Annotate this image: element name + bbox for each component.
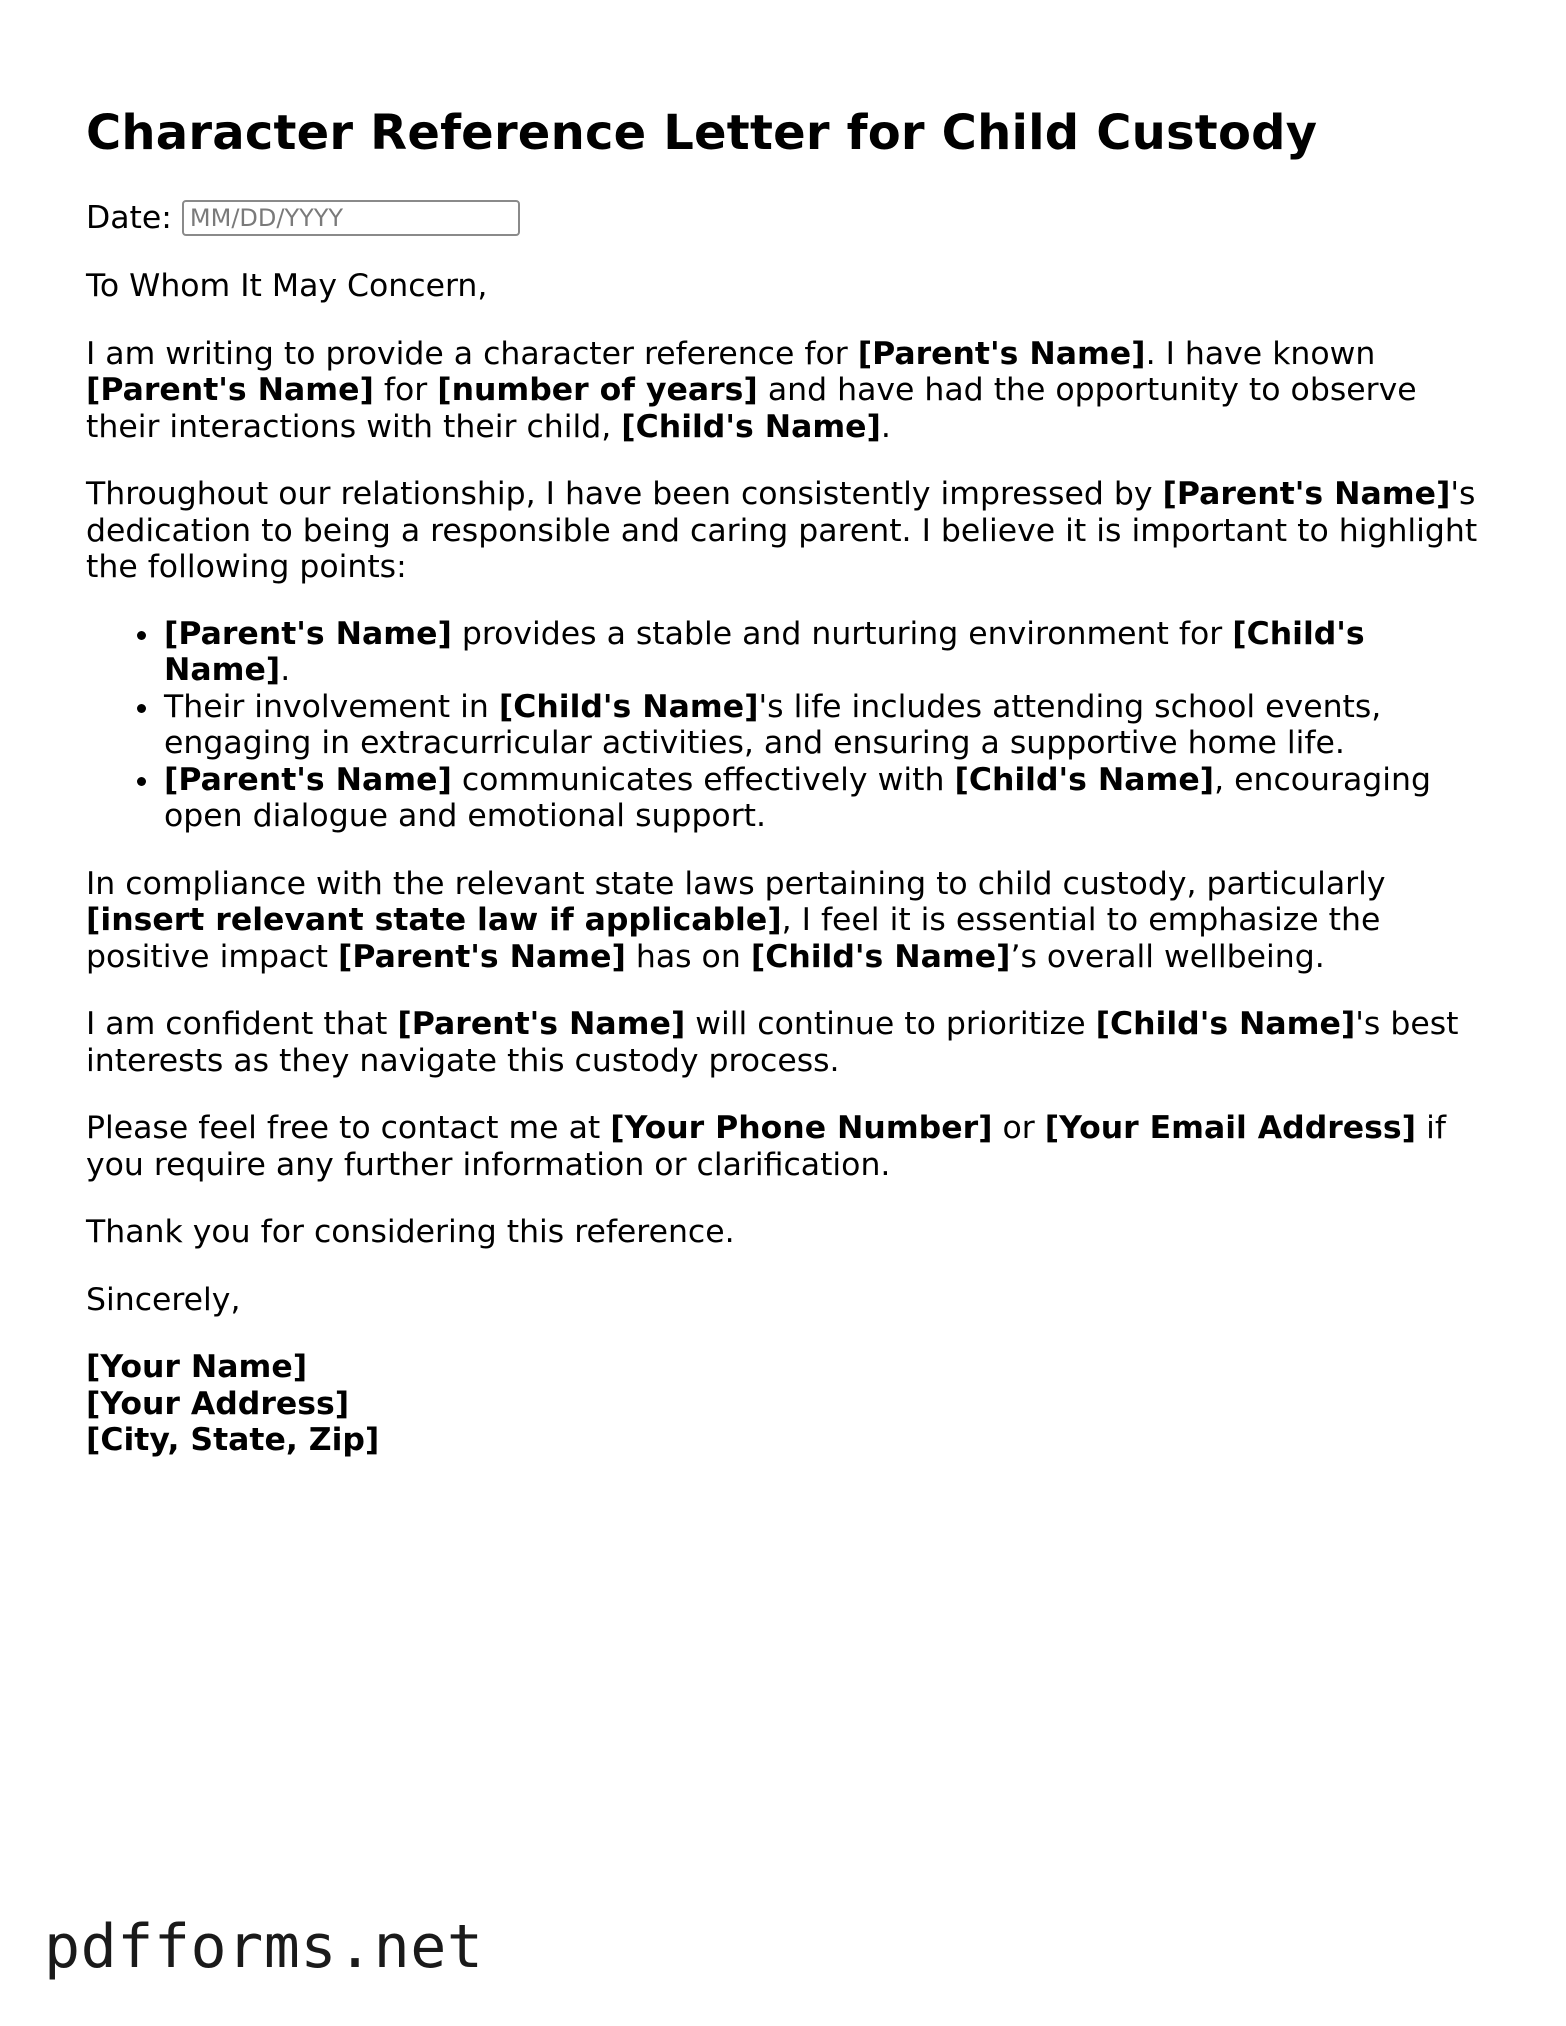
paragraph-contact: Please feel free to contact me at [Your Phone Number] or [Your Email Address] if you require any further information or clarification. [86,1110,1446,1183]
placeholder-parent-name: [Parent's Name] [86,372,374,408]
signature-address: [Your Address] [86,1385,350,1422]
placeholder-child-name: [Child's Name] [750,938,1011,975]
placeholder-number-of-years: [number of years] [437,372,758,408]
list-item: • Their involvement in [Child's Name]'s life includes attending school events, engaging in extracurricular activities, and ensuring a supportive home life. [162,689,1486,762]
placeholder-phone-number: [Your Phone Number] [610,1110,993,1146]
list-item: • [Parent's Name] communicates effectively with [Child's Name], encouraging open dialogue and emotional support. [162,762,1486,835]
placeholder-parent-name: [Parent's Name] [164,761,452,798]
paragraph-intro: I am writing to provide a character reference for [Parent's Name]. I have known [Parent's Name] for [number of years] and have had the opportunity to observe their interactions with their child, [Child's Name]. [86,335,1417,445]
placeholder-child-name: [Child's Name] [621,408,881,445]
salutation: To Whom It May Concern, [86,268,488,304]
placeholder-email-address: [Your Email Address] [1044,1110,1417,1146]
date-row [86,198,1486,238]
signature-city-state-zip: [City, State, Zip] [86,1422,380,1458]
closing-line: Thank you for considering this reference. [86,1214,735,1250]
paragraph-compliance: In compliance with the relevant state laws pertaining to child custody, particularly [insert relevant state law if applicable], I feel it is essential to emphasize the positive impact [Parent's Name] has on [Child's Name]’s overall wellbeing. [86,865,1386,975]
page-title: Character Reference Letter for Child Custody [86,105,1318,161]
highlight-points-list [86,616,1486,835]
paragraph-confidence: I am confident that [Parent's Name] will continue to prioritize [Child's Name]'s best interests as they navigate this custody process. [86,1006,1459,1079]
paragraph-relationship: Throughout our relationship, I have been consistently impressed by [Parent's Name]'s dedication to being a responsible and caring parent. I believe it is important to highlight the following points: [86,476,1478,585]
placeholder-parent-name: [Parent's Name] [338,938,626,975]
letter-page [86,104,1486,1459]
date-input[interactable] [182,200,520,236]
placeholder-child-name: [Child's Name] [954,761,1215,798]
signature-name: [Your Name] [86,1349,308,1385]
placeholder-state-law: [insert relevant state law if applicable] [86,902,782,938]
placeholder-parent-name: [Parent's Name] [1162,476,1451,512]
placeholder-child-name: [Child's Name] [164,615,1365,688]
placeholder-parent-name: [Parent's Name] [397,1006,686,1042]
placeholder-parent-name: [Parent's Name] [857,335,1146,372]
date-label: Date: [86,199,172,236]
signoff: Sincerely, [86,1281,241,1318]
signature-block [86,1349,1486,1459]
placeholder-parent-name: [Parent's Name] [164,615,452,652]
list-item: • [Parent's Name] provides a stable and nurturing environment for [Child's Name]. [162,616,1486,689]
placeholder-child-name: [Child's Name] [498,688,759,725]
watermark-logo: pdfforms.net [44,1912,484,1982]
placeholder-child-name: [Child's Name] [1095,1006,1356,1042]
